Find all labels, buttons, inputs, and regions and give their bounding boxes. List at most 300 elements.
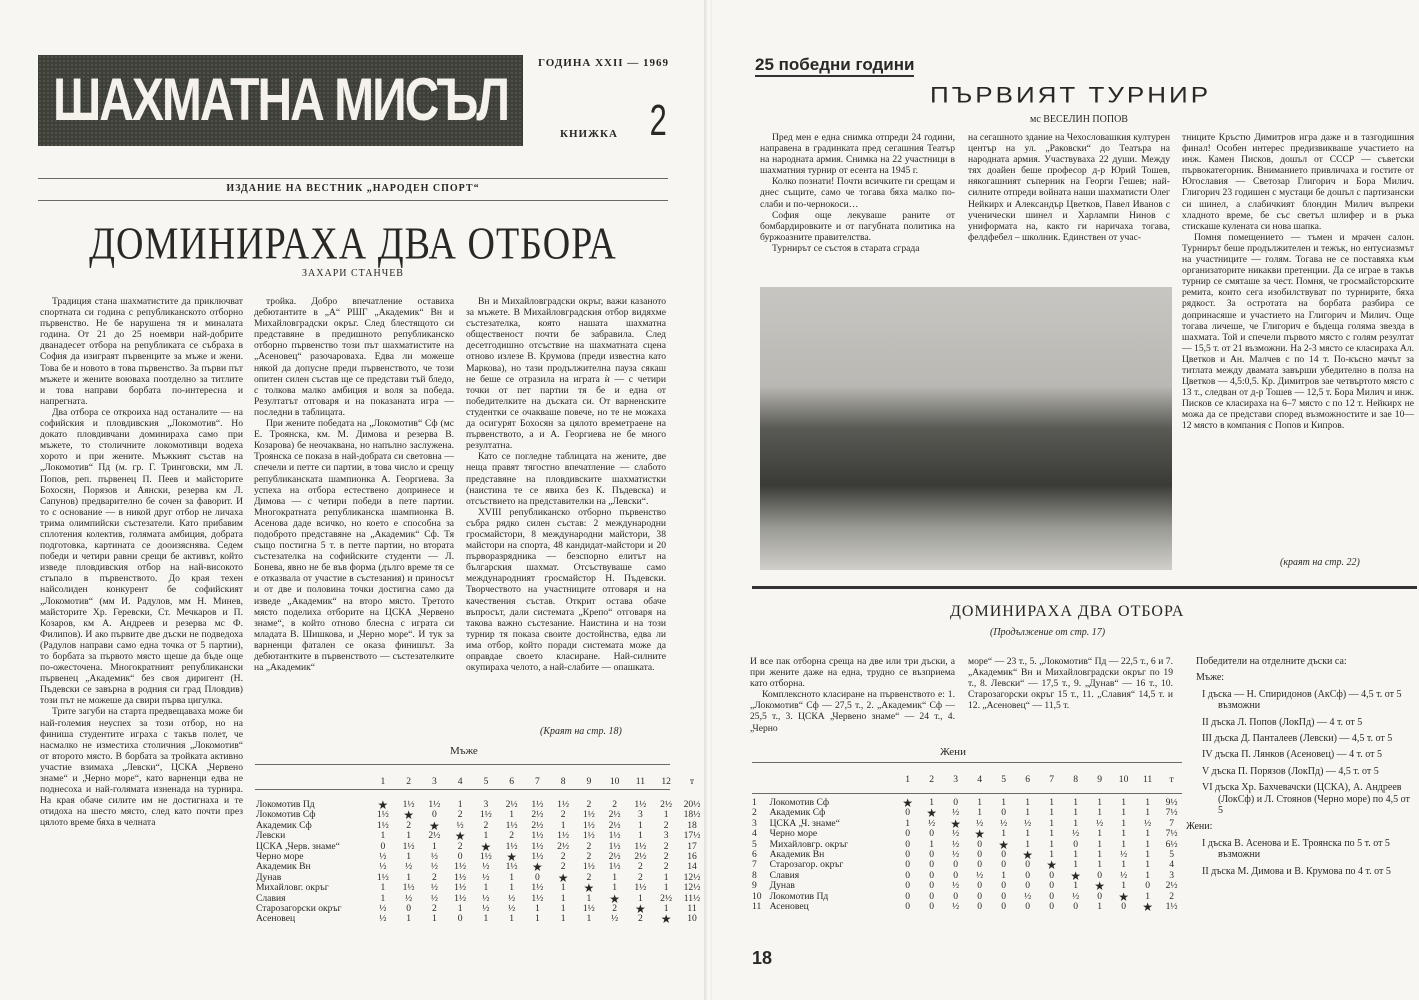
column-header: 1 [380, 775, 386, 787]
score-cell: ★ [609, 891, 620, 906]
score-cell: 1 [1097, 828, 1102, 840]
score-cell: 1 [380, 882, 386, 894]
score-cell: 1 [406, 871, 412, 883]
score-cell: ½ [951, 828, 960, 840]
column-header: 8 [560, 775, 566, 787]
score-cell: 1½ [531, 799, 544, 810]
score-cell: ½ [456, 819, 464, 831]
score-cell: 1 [1049, 807, 1054, 819]
score-cell: ★ [950, 816, 961, 831]
women-results-table [748, 768, 1184, 915]
score-cell: 1½ [402, 840, 415, 852]
column-header: 5 [483, 775, 489, 787]
score-cell: 1 [929, 797, 934, 808]
score-cell: 0 [929, 859, 934, 871]
column-header: 8 [1073, 773, 1078, 785]
score-cell: 1 [1145, 849, 1150, 861]
score-cell: 1 [1025, 807, 1030, 819]
divider [752, 586, 1417, 589]
continuation-title: ДОМИНИРАХА ДВА ОТБОРА [950, 603, 1185, 620]
score-cell: 1 [1001, 797, 1006, 808]
continuation-column-1: И все пак отборна среща на две или три дъски, а при жените даже на една, трудно се възприема като отборна. Комплексното класиране на първенството е: 1. „Локомотив“ Сф — 27,5 т., 2. „Академик“ Сф — 25,5 т., 3. ЦСКА „Червено знаме“ — 24 т., 4. „Черно [750, 656, 955, 734]
score-cell: 2 [457, 809, 463, 821]
score-cell: 2½ [428, 830, 441, 842]
score-cell: 1½ [479, 851, 492, 863]
team-name: Локомотив Сф [769, 797, 830, 808]
score-cell: ½ [405, 892, 413, 904]
score-cell: 1 [637, 892, 643, 904]
score-cell: ½ [482, 871, 490, 883]
score-cell: 0 [905, 859, 910, 871]
score-cell: 1 [380, 892, 386, 904]
score-cell: 2 [586, 871, 592, 883]
total-points: 5 [1169, 849, 1174, 861]
score-cell: 1 [483, 830, 489, 842]
team-name: Локомотив Пд [256, 799, 315, 810]
score-cell: ½ [1023, 890, 1032, 902]
score-cell: 0 [1025, 869, 1030, 881]
team-name: Асеновец [256, 913, 296, 925]
score-cell: 1 [1121, 859, 1126, 871]
column-header: 3 [431, 775, 437, 787]
score-cell: 0 [905, 807, 910, 819]
score-cell: 2½ [634, 851, 647, 863]
score-cell: 2 [457, 840, 463, 852]
article-author: ЗАХАРИ СТАНЧЕВ [302, 268, 404, 279]
score-cell: ½ [1071, 890, 1080, 902]
total-points: 14 [687, 861, 697, 873]
group-photo [760, 287, 1172, 570]
score-cell: 1 [1049, 838, 1054, 850]
section-header: 25 победни години [755, 55, 914, 77]
score-cell: 0 [929, 828, 934, 840]
score-cell: ★ [1118, 889, 1129, 904]
score-cell: 0 [1073, 901, 1078, 913]
score-cell: 0 [905, 828, 910, 840]
score-cell: 3 [663, 830, 669, 842]
column-header: 6 [1025, 773, 1030, 785]
score-cell: ½ [1095, 817, 1104, 829]
article-title: ПЪРВИЯТ ТУРНИР [930, 82, 1212, 108]
score-cell: 0 [977, 838, 982, 850]
score-cell: 1 [457, 903, 463, 915]
score-cell: 1 [1097, 849, 1102, 861]
score-cell: 2 [509, 830, 515, 842]
score-cell: 2 [637, 871, 643, 883]
score-cell: 1 [1049, 828, 1054, 840]
score-cell: 0 [977, 880, 982, 892]
score-cell: ½ [951, 807, 960, 819]
end-note: (краят на стр. 22) [1280, 557, 1360, 568]
score-cell: ½ [1119, 869, 1128, 881]
score-cell: 2 [586, 799, 592, 810]
score-cell: 0 [929, 849, 934, 861]
score-cell: ★ [902, 796, 913, 810]
score-cell: 1½ [582, 903, 595, 915]
score-cell: 1 [534, 913, 540, 925]
score-cell: 1 [1025, 797, 1030, 808]
year-label: ГОДИНА XXII — 1969 [538, 57, 670, 69]
total-points: 2 [1169, 890, 1174, 902]
score-cell: ½ [951, 901, 960, 913]
score-cell: 1½ [402, 799, 415, 810]
rank: 2 [752, 807, 757, 819]
score-cell: 2½ [660, 799, 673, 810]
score-cell: ★ [998, 837, 1009, 852]
score-cell: 1 [1121, 797, 1126, 808]
page-number: 18 [752, 948, 773, 968]
score-cell: 1 [431, 840, 437, 852]
score-cell: 2 [663, 819, 669, 831]
score-cell: 1 [431, 913, 437, 925]
column-header: 1 [905, 773, 910, 785]
score-cell: ★ [1094, 879, 1105, 894]
team-name: Славия [256, 892, 286, 904]
score-cell: 1½ [376, 819, 389, 831]
score-cell: ★ [531, 860, 543, 875]
score-cell: 1 [586, 913, 592, 925]
score-cell: 1 [1145, 859, 1150, 871]
score-cell: ½ [1143, 817, 1152, 829]
score-cell: 1 [1121, 838, 1126, 850]
score-cell: ★ [428, 818, 440, 833]
score-cell: 0 [1001, 807, 1006, 819]
score-cell: 1 [560, 819, 566, 831]
score-cell: ★ [557, 870, 569, 885]
score-cell: 0 [977, 901, 982, 913]
score-cell: ½ [951, 880, 960, 892]
score-cell: 2 [637, 913, 643, 925]
score-cell: 1 [1121, 817, 1126, 829]
total-points: 12½ [683, 871, 701, 883]
score-cell: ★ [377, 798, 389, 812]
score-cell: ½ [951, 849, 960, 861]
score-cell: 1 [929, 838, 934, 850]
column-header: 2 [929, 773, 934, 785]
total-points: 18½ [683, 809, 701, 821]
column-header: 4 [457, 775, 463, 787]
score-cell: 0 [1025, 859, 1030, 871]
score-cell: 0 [1097, 869, 1102, 881]
score-cell: 1 [509, 913, 515, 925]
score-cell: 1 [905, 817, 910, 829]
table-header-row [748, 768, 1184, 792]
score-cell: ★ [1046, 858, 1057, 873]
score-cell: 1½ [608, 840, 621, 852]
score-cell: 1½ [582, 819, 595, 831]
team-name: Левски [256, 830, 286, 842]
total-points: 3 [1169, 869, 1174, 881]
issue-number: 2 [649, 96, 667, 145]
score-cell: ★ [1022, 848, 1033, 863]
score-cell: 0 [1025, 880, 1030, 892]
score-cell: 1½ [531, 882, 544, 894]
score-cell: ★ [583, 881, 595, 896]
column-header: 10 [1118, 773, 1129, 785]
team-name: Старозагорски окръг [256, 903, 342, 915]
score-cell: 0 [1001, 880, 1006, 892]
total-points: 20½ [683, 799, 701, 810]
score-cell: 2 [612, 799, 618, 810]
table-row [748, 871, 1184, 881]
score-cell: 0 [905, 880, 910, 892]
score-cell: 0 [1001, 859, 1006, 871]
score-cell: ½ [1119, 849, 1128, 861]
score-cell: 1½ [531, 830, 544, 842]
score-cell: ½ [379, 851, 387, 863]
score-cell: ½ [999, 817, 1008, 829]
total-points: 1½ [1165, 901, 1178, 913]
article-column-2: на сегашното здание на Чехословашкия културен център на ул. „Раковски“ до Театъра на народната армия. Участвуваха 22 души. Между тях доайен беше професор д-р Юрий Тошев, някогашният съперник на Георги Гешев; най-силните отпреди войната наши шахматисти Олег Нейкирх и Александър Цветков, Павел Иванов с ученически шинел и Харлампи Нинов с униформата на, както ги наричаха тогава, фелдфебел – школник. Единствен от учас- [968, 132, 1170, 243]
divider [38, 178, 668, 179]
score-cell: 3 [483, 799, 489, 810]
score-cell: 1 [663, 903, 669, 915]
score-cell: 0 [1049, 901, 1054, 913]
men-results-table [252, 770, 705, 925]
column-header: 9 [1097, 773, 1102, 785]
team-name: Дунав [769, 880, 795, 892]
rank: 9 [752, 880, 757, 892]
score-cell: 1½ [428, 799, 441, 810]
score-cell: 1½ [505, 861, 518, 873]
total-points: 12½ [683, 882, 701, 894]
score-cell: ★ [634, 902, 646, 917]
score-cell: 0 [457, 913, 463, 925]
score-cell: 1 [483, 913, 489, 925]
score-cell: 0 [457, 851, 463, 863]
score-cell: 1½ [402, 882, 415, 894]
score-cell: 0 [977, 859, 982, 871]
score-cell: 1 [1145, 828, 1150, 840]
column-header: т [1169, 773, 1174, 785]
score-cell: 0 [977, 890, 982, 902]
score-cell: 3 [637, 809, 643, 821]
score-cell: 1 [509, 871, 515, 883]
score-cell: ★ [480, 839, 492, 854]
score-cell: 1 [509, 809, 515, 821]
score-cell: 1 [663, 871, 669, 883]
score-cell: ½ [927, 817, 936, 829]
score-cell: 0 [1073, 838, 1078, 850]
total-points: 11 [687, 903, 697, 915]
score-cell: ★ [660, 912, 672, 927]
score-cell: 2 [612, 903, 618, 915]
score-cell: 0 [905, 869, 910, 881]
score-cell: 0 [1001, 890, 1006, 902]
score-cell: ½ [430, 882, 438, 894]
score-cell: 2½ [608, 809, 621, 821]
score-cell: ½ [430, 861, 438, 873]
score-cell: 0 [1097, 890, 1102, 902]
score-cell: 1½ [531, 851, 544, 863]
total-points: 7½ [1165, 828, 1178, 840]
rank: 3 [752, 817, 757, 829]
score-cell: ★ [1142, 900, 1153, 915]
score-cell: 1 [1097, 807, 1102, 819]
total-points: 7½ [1165, 807, 1178, 819]
score-cell: ½ [611, 913, 619, 925]
score-cell: 1 [1097, 859, 1102, 871]
column-header: 7 [534, 775, 540, 787]
score-cell: 0 [929, 869, 934, 881]
total-points: 7 [1169, 817, 1174, 829]
score-cell: 2 [586, 840, 592, 852]
score-cell: 2 [483, 819, 489, 831]
score-cell: ½ [482, 861, 490, 873]
column-header: 3 [953, 773, 958, 785]
score-cell: 1½ [454, 882, 467, 894]
article-column-1: Традиция стана шахматистите да приключват спортната си година с републиканското отборно първенство. Не бе нарушена тя и миналата година. От 21 до 25 ноември най-добрите дванадесет отбора на републиката се събраха в София да изиграят първенците за мъже и жени. Това бе и новото в това първенство. За първи път мъжете и жените воюваха поотделно за титлите и това направи борбата по-интересна и напрегната. Два отбора се откроиха над останалите — на софийския и пловдивския „Локомотив“. Но докато пловдивчани доминираха само при мъжете, то столичните локомотивци водеха хорото и при жените. Мъжкият състав на „Локомотив“ Пд (м. гр. Г. Тринговски, мм Л. Попов, реп. първенец П. Пеев и майсторите Бохосян, Порязов и Аянски, резерва км Л. Сапунов) предварително бе сочен за фаворит. И то с основание — в никой друг отбор не личаха трима олимпийски състезатели. Като прибавим сплотения колектив, голямата амбиция, добрата подготовка, картината се дооизяснява. Седем победи и четири равни срещи бе активът, който изведе пловдивския отбор на най-високото стъпало в първенството. До края техен найсолиден конкурент бе софийският „Локомотив“ (мм И. Радулов, мм Н. Минев, майсторите Хр. Геревски, Ст. Мечкаров и П. Козаров, км А. Андреев и резерва мс Ф. Филипов). И ако първите две дъски не подведоха (Радулов направи само една точка от 5 партии), то борбата за първото място щеше да бъде още по-ожесточена. Многократният републикански първенец „Академик“ без своя диригент (Н. Пъдевски се завърна в родния си град Пловдив) този път не можеше да свири първа цигулка. Трите загуби на старта предвещаваха може би най-големия неуспех за този отбор, но на финиша студентите играха с такъв полет, че насмалко не изместиха столичния „Локомотив“ от второто място. В борбата за тройката активно участие взимаха „Левски“, ЦСКА „Червено знаме“ и „Черно море“, като варненци едва не поднесоха и най-голямата изненада на турнира. На края обаче силите им не достигнаха и те отидоха на шесто място, след като почти през цялото време бяха в челната [40, 296, 243, 829]
total-points: 10 [687, 913, 697, 925]
score-cell: 1 [1097, 797, 1102, 808]
score-cell: ★ [974, 827, 985, 842]
score-cell: 1 [1121, 807, 1126, 819]
women-table-caption: Жени [940, 746, 966, 758]
score-cell: 1 [663, 882, 669, 894]
score-cell: 1 [1073, 797, 1078, 808]
score-cell: 1 [1073, 859, 1078, 871]
total-points: 2½ [1165, 880, 1178, 892]
column-header: 11 [635, 775, 645, 787]
score-cell: ★ [403, 808, 414, 823]
team-name: Черно море [769, 828, 818, 840]
score-cell: 0 [1121, 901, 1126, 913]
team-name: ЦСКА „Ч. знаме“ [769, 817, 840, 829]
score-cell: 2 [637, 861, 643, 873]
score-cell: 1 [1145, 807, 1150, 819]
team-name: Михайловг. окръг [256, 882, 329, 894]
score-cell: 1 [637, 819, 643, 831]
score-cell: 1 [1049, 849, 1054, 861]
divider [38, 200, 668, 201]
column-header: 11 [1142, 773, 1153, 785]
score-cell: 1 [560, 892, 566, 904]
team-name: Академик Вн [769, 849, 825, 861]
article-column-2: тройка. Добро впечатление оставиха дебютантите в „А“ РШГ „Академик“ Вн и Михайловградски окръг. След блестящото си представяне в предишното републиканско отборно първенство този път шахматистите на „Асеновец“ разочароваха. Едва ли можеше някой да допусне преди първенството, че този опитен силен състав ще се представи тъй бледо, с толкова малко амбиция и воля за победа. Резултатът отговаря и на показаната игра — последни в таблицата. При жените победата на „Локомотив“ Сф (мс Е. Троянска, км. М. Димова и резерва В. Козарова) бе неочаквана, но напълно заслужена. Троянска се показа в най-добрата си световна — спечели и петте си партии, в това число и срещу републиканската шампионка А. Георгиева. За успеха на отбора естествено допринесе и Димова — с четири победи в пете партии. Многократната републиканска шампионка В. Асенова даде всичко, но което е способна за подоброто представяне на „Академик“ Сф. Тя също постигна 5 т. в петте партии, но втората състезателка на софийските студенти — Л. Бонева, явно не бе във форма (дълго време тя се е отказвала от участие в състезания) и приносът и от две и половина точки достигна само да изведе „Академик“ на второ място. Третото място поделиха отборите на ЦСКА „Червено знаме“, в който отново блесна с играта си младата В. Шишкова, и „Черно море“. И тук за варненци фатален се оказа финишът. За дебютантките в първенството — състезателките на „Академик“ [254, 296, 454, 674]
total-points: 18 [687, 819, 697, 831]
rank: 8 [752, 869, 757, 881]
team-name: Академик Сф [256, 819, 312, 831]
team-name: ЦСКА „Черв. знаме“ [256, 840, 340, 852]
men-table-caption: Мъже [450, 745, 478, 757]
column-header: 2 [406, 775, 412, 787]
score-cell: ★ [1070, 868, 1081, 883]
score-cell: 0 [534, 871, 540, 883]
score-cell: 1½ [582, 830, 595, 842]
score-cell: 2 [663, 840, 669, 852]
score-cell: 1½ [479, 809, 492, 821]
score-cell: 1 [1145, 890, 1150, 902]
total-points: 9½ [1165, 797, 1178, 808]
masthead-logo: ШАХМАТНА МИСЪЛ [38, 55, 523, 146]
rank: 6 [752, 849, 757, 861]
score-cell: 1 [663, 809, 669, 821]
score-cell: 1½ [582, 809, 595, 821]
score-cell: 2½ [608, 819, 621, 831]
team-name: Локомотив Сф [256, 809, 316, 821]
score-cell: 1 [637, 830, 643, 842]
score-cell: 2½ [531, 819, 544, 831]
score-cell: 1 [1097, 838, 1102, 850]
score-cell: 1 [586, 892, 592, 904]
article-title: ДОМИНИРАХА ДВА ОТБОРА [89, 218, 617, 270]
table-row [748, 892, 1184, 902]
header-blank [748, 768, 896, 792]
header-blank [252, 770, 370, 794]
score-cell: 2 [431, 903, 437, 915]
score-cell: 1 [457, 799, 463, 810]
score-cell: 1 [977, 797, 982, 808]
score-cell: 0 [977, 849, 982, 861]
score-cell: ½ [379, 913, 387, 925]
score-cell: 2 [431, 871, 437, 883]
score-cell: 0 [905, 849, 910, 861]
score-cell: 0 [929, 880, 934, 892]
score-cell: 1½ [505, 840, 518, 852]
score-cell: 0 [953, 859, 958, 871]
team-name: Дунав [256, 871, 282, 883]
score-cell: ½ [482, 892, 490, 904]
score-cell: 0 [431, 809, 437, 821]
score-cell: 1 [612, 871, 618, 883]
score-cell: 2 [406, 819, 412, 831]
score-cell: 0 [380, 840, 386, 852]
score-cell: 0 [1049, 880, 1054, 892]
score-cell: 1 [534, 903, 540, 915]
score-cell: 0 [953, 797, 958, 808]
score-cell: ½ [1071, 828, 1080, 840]
score-cell: 1½ [376, 871, 389, 883]
score-cell: ½ [379, 903, 387, 915]
team-name: Славия [769, 869, 800, 881]
score-cell: ½ [975, 869, 984, 881]
score-cell: 1½ [557, 830, 570, 842]
score-cell: ½ [975, 817, 984, 829]
score-cell: ½ [1023, 817, 1032, 829]
score-cell: 0 [905, 890, 910, 902]
score-cell: 0 [905, 901, 910, 913]
column-header: 7 [1049, 773, 1054, 785]
score-cell: 1 [1121, 880, 1126, 892]
score-cell: 1 [406, 830, 412, 842]
score-cell: 1½ [531, 892, 544, 904]
total-points: 4 [1169, 859, 1174, 871]
score-cell: ½ [482, 903, 490, 915]
total-points: 11½ [683, 892, 701, 904]
score-cell: 1 [1145, 869, 1150, 881]
score-cell: 0 [929, 890, 934, 902]
team-name: Черно море [256, 851, 304, 863]
rank: 7 [752, 859, 757, 871]
score-cell: 1 [560, 882, 566, 894]
score-cell: ½ [430, 892, 438, 904]
column-header: 9 [586, 775, 592, 787]
score-cell: ½ [405, 861, 413, 873]
score-cell: 1 [612, 882, 618, 894]
continuation-note: (Продължение от стр. 17) [990, 627, 1106, 638]
score-cell: ½ [508, 903, 516, 915]
score-cell: 1 [560, 913, 566, 925]
score-cell: 1 [1049, 797, 1054, 808]
score-cell: 2 [560, 809, 566, 821]
score-cell: ★ [454, 829, 466, 844]
score-cell: 1½ [376, 809, 389, 821]
score-cell: 1 [1145, 838, 1150, 850]
table-row [748, 860, 1184, 870]
score-cell: 1 [1025, 828, 1030, 840]
table-header-row [252, 770, 705, 794]
score-cell: 2½ [557, 840, 570, 852]
